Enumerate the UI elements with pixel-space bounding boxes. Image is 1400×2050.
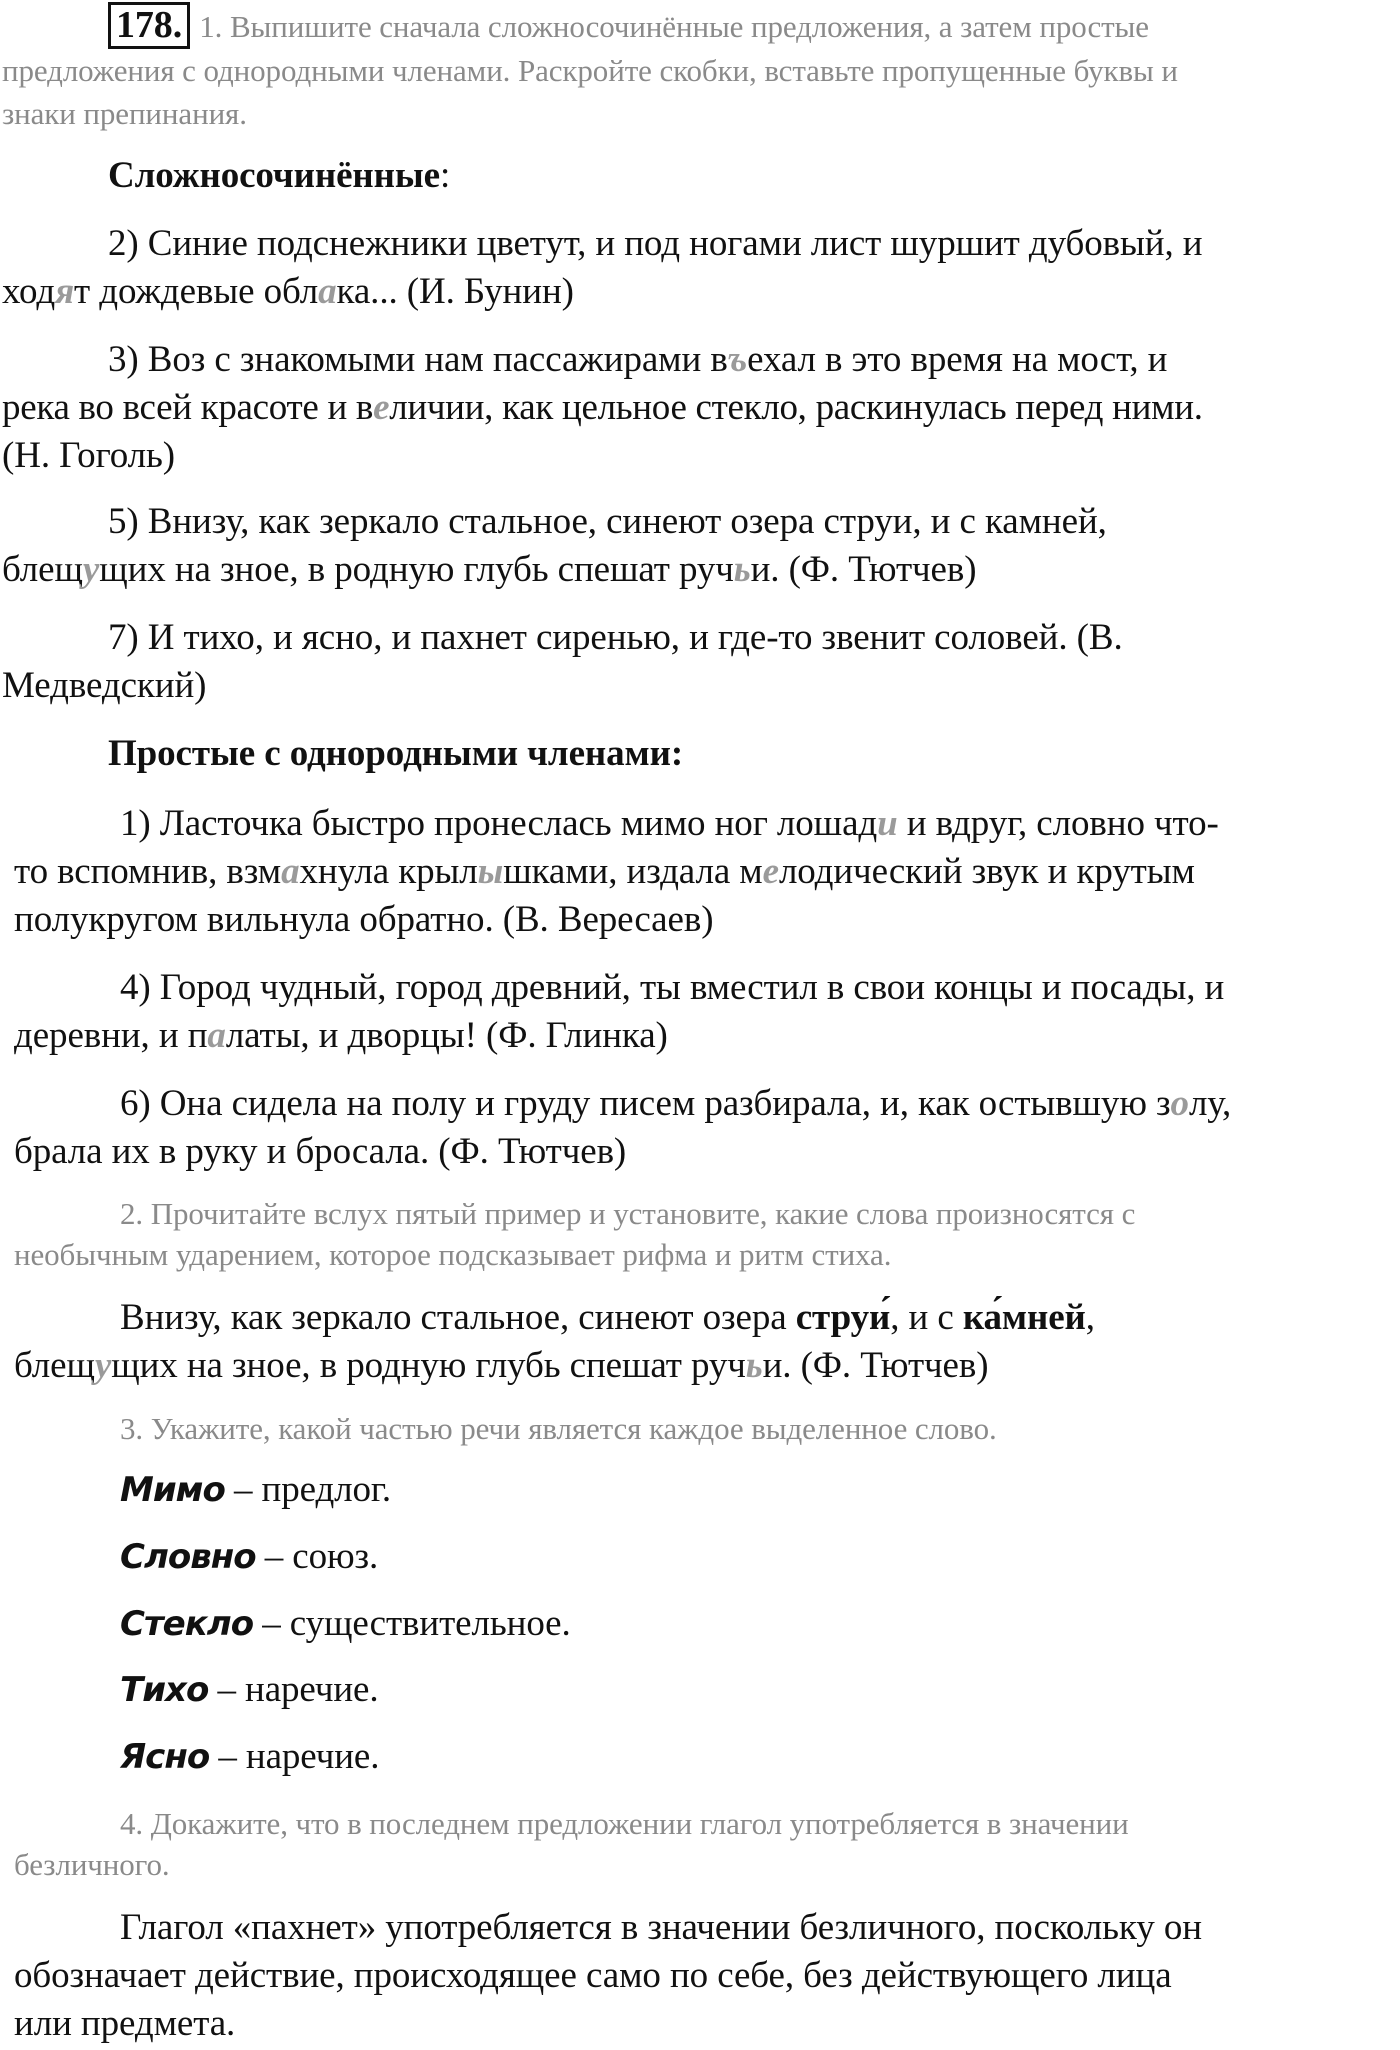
answer2-line-1: Внизу, как зеркало стальное, синеют озера струи́, и с ка́мней, — [120, 1297, 1095, 1338]
task1-line-1: 1. Выпишите сначала сложносочинённые предложения, а затем простые — [199, 9, 1149, 44]
simple-heading: Простые с однородными членами: — [108, 733, 684, 774]
task2-line-2: необычным ударением, которое подсказывает рифма и ритм стиха. — [14, 1237, 892, 1272]
answer2-line-2: блещущих на зное, в родную глубь спешат ручьи. (Ф. Тютчев) — [14, 1345, 989, 1386]
answer3-item: Тихо – наречие. — [120, 1669, 379, 1710]
answer4-line-2: обозначает действие, происходящее само по себе, без действующего лица — [14, 1955, 1172, 1996]
sentence-3-line-3: (Н. Гоголь) — [2, 435, 176, 476]
sentence-6-line-1: 6) Она сидела на полу и груду писем разбирала, и, как остывшую золу, — [120, 1083, 1232, 1124]
compound-heading: Сложносочинённые: — [108, 155, 451, 196]
task2-line-1: 2. Прочитайте вслух пятый пример и установите, какие слова произносятся с — [120, 1196, 1136, 1231]
sentence-2-line-2: ходят дождевые облака... (И. Бунин) — [2, 271, 574, 312]
sentence-3-line-1: 3) Воз с знакомыми нам пассажирами въехал в это время на мост, и — [108, 339, 1168, 380]
answer3-item: Мимо – предлог. — [120, 1469, 391, 1510]
answer3-item: Стекло – существительное. — [120, 1603, 571, 1644]
task3: 3. Укажите, какой частью речи является каждое выделенное слово. — [120, 1411, 997, 1446]
sentence-2-line-1: 2) Синие подснежники цветут, и под ногами лист шуршит дубовый, и — [108, 223, 1203, 264]
sentence-1-line-2: то вспомнив, взмахнула крылышками, издала мелодический звук и крутым — [14, 851, 1195, 892]
sentence-6-line-2: брала их в руку и бросала. (Ф. Тютчев) — [14, 1131, 627, 1172]
answer4-line-1: Глагол «пахнет» употребляется в значении безличного, поскольку он — [120, 1907, 1202, 1948]
answer3-item: Ясно – наречие. — [120, 1736, 380, 1777]
answer4-line-3: или предмета. — [14, 2003, 236, 2044]
sentence-7-line-2: Медведский) — [2, 665, 207, 706]
sentence-4-line-2: деревни, и палаты, и дворцы! (Ф. Глинка) — [14, 1015, 668, 1056]
sentence-1-line-1: 1) Ласточка быстро пронеслась мимо ног лошади и вдруг, словно что- — [120, 803, 1219, 844]
sentence-3-line-2: река во всей красоте и величии, как цельное стекло, раскинулась перед ними. — [2, 387, 1203, 428]
sentence-7-line-1: 7) И тихо, и ясно, и пахнет сиренью, и где-то звенит соловей. (В. — [108, 617, 1123, 658]
task4-line-1: 4. Докажите, что в последнем предложении глагол употребляется в значении — [120, 1806, 1129, 1841]
answer3-item: Словно – союз. — [120, 1536, 379, 1577]
task1-line-3: знаки препинания. — [2, 96, 247, 131]
sentence-5-line-2: блещущих на зное, в родную глубь спешат ручьи. (Ф. Тютчев) — [2, 549, 977, 590]
task4-line-2: безличного. — [14, 1847, 170, 1882]
sentence-1-line-3: полукругом вильнула обратно. (В. Вересаев) — [14, 899, 714, 940]
exercise-number: 178. — [108, 2, 190, 49]
sentence-5-line-1: 5) Внизу, как зеркало стальное, синеют озера струи, и с камней, — [108, 501, 1107, 542]
sentence-4-line-1: 4) Город чудный, город древний, ты вместил в свои концы и посады, и — [120, 967, 1225, 1008]
task1-line-2: предложения с однородными членами. Раскройте скобки, вставьте пропущенные буквы и — [2, 53, 1178, 88]
exercise-header-line — [108, 2, 1149, 49]
